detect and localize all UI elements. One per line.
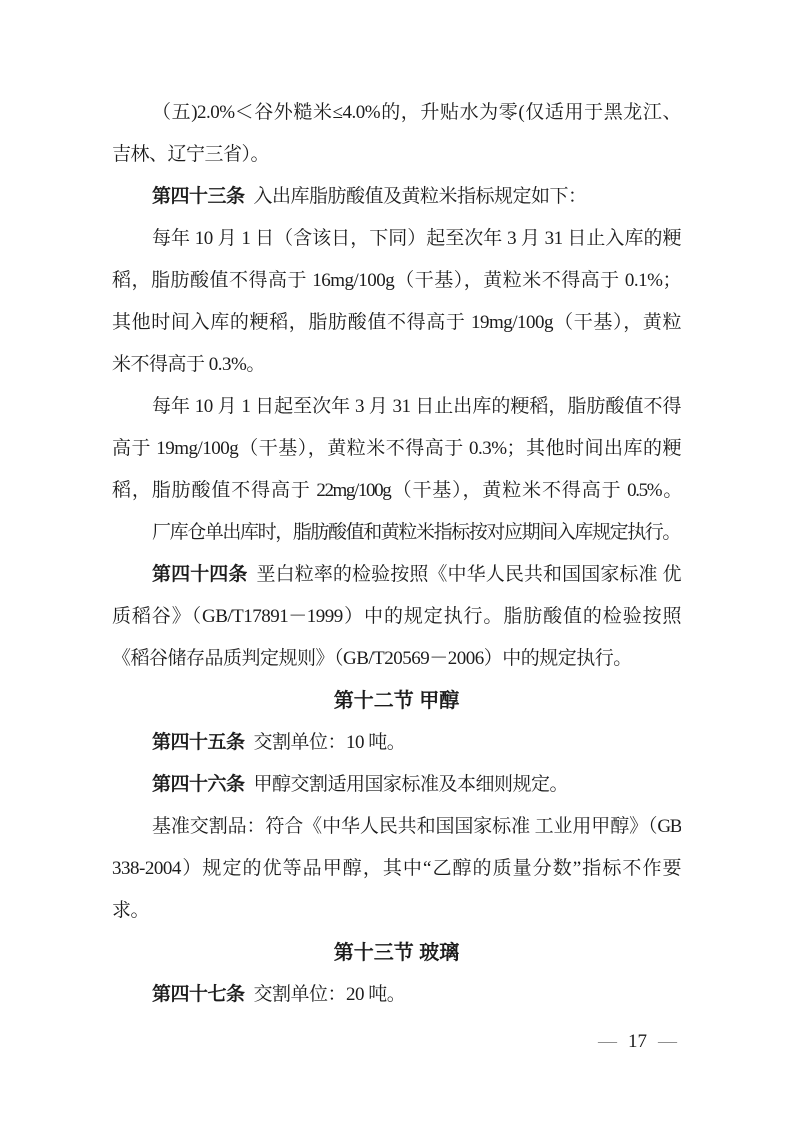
text-segment: 每年 10 月 1 日（含该日，下同）起至次年 3 月 31 日止入库的粳 xyxy=(152,228,681,249)
text-line xyxy=(112,848,681,890)
text-segment: 交割单位：10 吨。 xyxy=(253,732,406,753)
article-number: 第四十六条 xyxy=(152,774,245,795)
document-body xyxy=(112,92,681,1016)
text-line xyxy=(112,428,681,470)
text-line xyxy=(112,302,681,344)
section-heading xyxy=(112,932,681,974)
text-line xyxy=(112,974,681,1016)
text-line xyxy=(112,218,681,260)
article-number: 第四十七条 xyxy=(152,984,245,1005)
footer-dash-left: — xyxy=(598,1031,617,1052)
text-line xyxy=(112,890,681,932)
text-line xyxy=(112,596,681,638)
text-line xyxy=(112,260,681,302)
text-segment: 其他时间入库的粳稻，脂肪酸值不得高于 19mg/100g（干基），黄粒 xyxy=(112,312,681,333)
text-line xyxy=(112,722,681,764)
text-segment: 交割单位：20 吨。 xyxy=(253,984,406,1005)
text-line xyxy=(112,176,681,218)
text-line xyxy=(112,134,681,176)
text-segment: 米不得高于 0.3%。 xyxy=(112,354,265,375)
article-number: 第四十五条 xyxy=(152,732,245,753)
text-line xyxy=(112,638,681,680)
page-number: 17 xyxy=(628,1031,647,1052)
text-segment: 甲醇交割适用国家标准及本细则规定。 xyxy=(253,774,569,795)
text-segment: 第十三节 玻璃 xyxy=(333,942,460,964)
text-line xyxy=(112,92,681,134)
text-segment: 求。 xyxy=(112,900,150,921)
text-segment: 第十二节 甲醇 xyxy=(333,690,460,712)
page-footer xyxy=(598,1021,677,1063)
text-segment: 高于 19mg/100g（干基），黄粒米不得高于 0.3%；其他时间出库的粳 xyxy=(112,438,681,459)
text-line xyxy=(112,806,681,848)
text-segment: 《稻谷储存品质判定规则》（GB/T20569－2006）中的规定执行。 xyxy=(112,648,632,669)
section-heading xyxy=(112,680,681,722)
text-line xyxy=(112,554,681,596)
text-segment: 338-2004）规定的优等品甲醇，其中“乙醇的质量分数”指标不作要 xyxy=(112,858,681,879)
text-segment: 每年 10 月 1 日起至次年 3 月 31 日止出库的粳稻，脂肪酸值不得 xyxy=(152,396,681,417)
text-segment: 基准交割品：符合《中华人民共和国国家标准 工业用甲醇》（GB xyxy=(152,816,681,837)
text-line xyxy=(112,764,681,806)
footer-dash-right: — xyxy=(658,1031,677,1052)
article-number: 第四十四条 xyxy=(152,564,248,585)
text-segment: 入出库脂肪酸值及黄粒米指标规定如下： xyxy=(253,186,587,207)
text-segment: 垩白粒率的检验按照《中华人民共和国国家标准 优 xyxy=(256,564,681,585)
article-number: 第四十三条 xyxy=(152,186,245,207)
text-segment: 厂库仓单出库时，脂肪酸值和黄粒米指标按对应期间入库规定执行。 xyxy=(152,522,681,543)
text-segment: （五)2.0%＜谷外糙米≤4.0%的，升贴水为零(仅适用于黑龙江、 xyxy=(152,102,681,123)
text-segment: 质稻谷》（GB/T17891－1999）中的规定执行。脂肪酸值的检验按照 xyxy=(112,606,681,627)
text-segment: 稻，脂肪酸值不得高于 22mg/100g（干基），黄粒米不得高于 0.5%。 xyxy=(112,480,681,501)
text-line xyxy=(112,344,681,386)
text-line xyxy=(112,470,681,512)
text-line xyxy=(112,512,681,554)
text-line xyxy=(112,386,681,428)
text-segment: 稻，脂肪酸值不得高于 16mg/100g（干基），黄粒米不得高于 0.1%； xyxy=(112,270,681,291)
text-segment: 吉林、辽宁三省）。 xyxy=(112,144,270,165)
